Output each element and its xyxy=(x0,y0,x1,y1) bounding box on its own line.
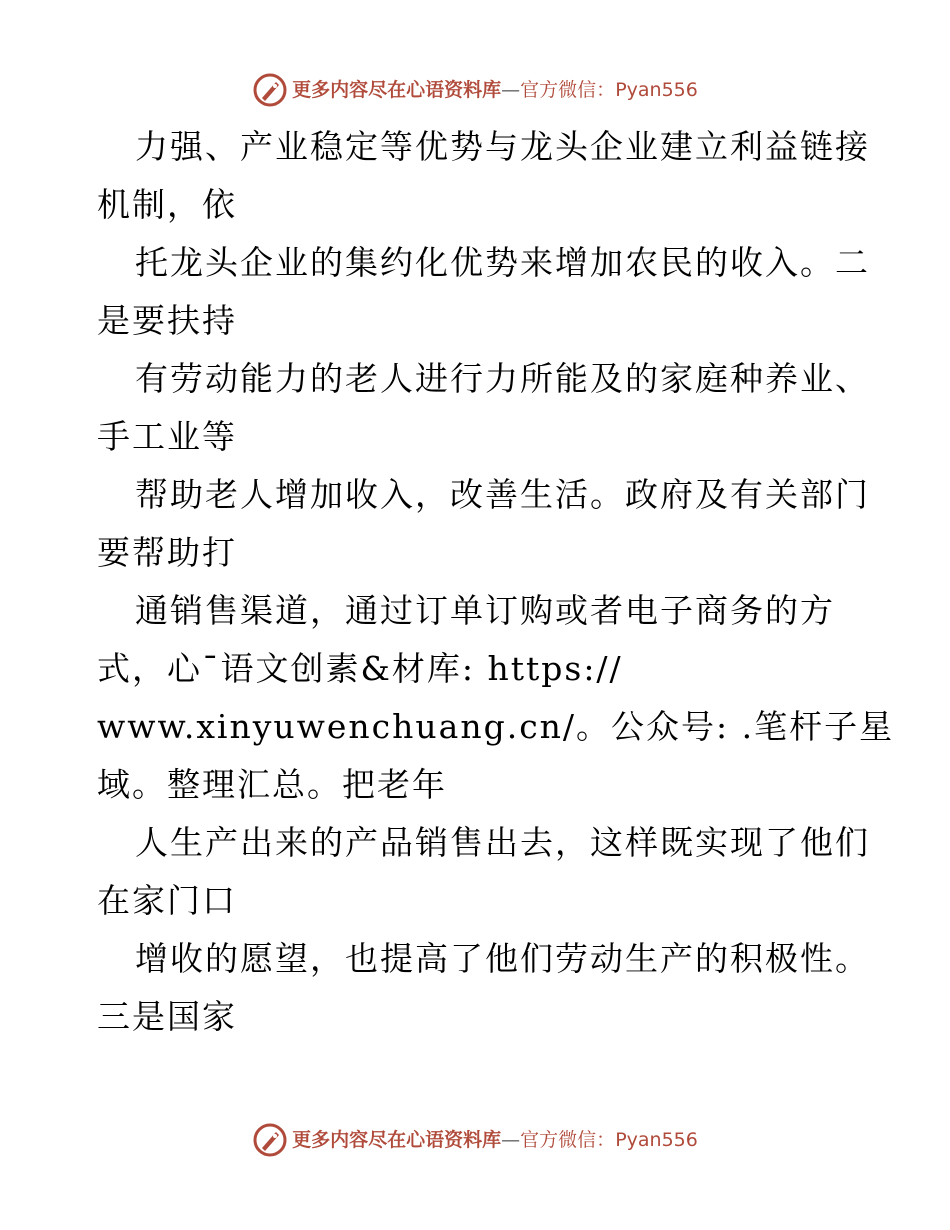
text-line: 要帮助打 xyxy=(97,533,237,572)
text-line: 人生产出来的产品销售出去，这样既实现了他们 xyxy=(135,823,870,862)
footer-banner-dash: — xyxy=(501,1128,521,1151)
footer-banner-wechat-id: Pyan556 xyxy=(615,1128,698,1151)
text-line: 机制，依 xyxy=(97,185,237,224)
text-line: 域。整理汇总。把老年 xyxy=(97,765,447,804)
header-banner-wechat-label: 官方微信： xyxy=(520,78,616,101)
text-line: www.xinyuwenchuang.cn/。公众号: .笔杆子星 xyxy=(97,707,895,746)
pen-nib-logo-icon xyxy=(252,1122,288,1158)
header-banner-title: 更多内容尽在心语资料库 xyxy=(292,78,502,101)
header-banner-dash: — xyxy=(501,78,521,101)
text-line: 三是国家 xyxy=(97,997,237,1036)
text-line: 式，心¯语文创素&材库: https:// xyxy=(97,649,623,688)
text-line: 增收的愿望，也提高了他们劳动生产的积极性。 xyxy=(135,939,870,978)
text-line: 是要扶持 xyxy=(97,301,237,340)
text-line: 帮助老人增加收入，改善生活。政府及有关部门 xyxy=(135,475,870,514)
text-line: 手工业等 xyxy=(97,417,237,456)
document-body xyxy=(97,118,895,1046)
footer-banner-title: 更多内容尽在心语资料库 xyxy=(292,1128,502,1151)
header-banner-wechat-id: Pyan556 xyxy=(615,78,698,101)
text-line: 通销售渠道，通过订单订购或者电子商务的方 xyxy=(135,591,835,630)
header-banner xyxy=(0,70,950,110)
pen-nib-logo-icon xyxy=(252,72,288,108)
footer-banner-wechat-label: 官方微信： xyxy=(520,1128,616,1151)
footer-banner xyxy=(0,1120,950,1160)
text-line: 有劳动能力的老人进行力所能及的家庭种养业、 xyxy=(135,359,870,398)
text-line: 力强、产业稳定等优势与龙头企业建立利益链接 xyxy=(135,127,870,166)
text-line: 在家门口 xyxy=(97,881,237,920)
text-line: 托龙头企业的集约化优势来增加农民的收入。二 xyxy=(135,243,870,282)
